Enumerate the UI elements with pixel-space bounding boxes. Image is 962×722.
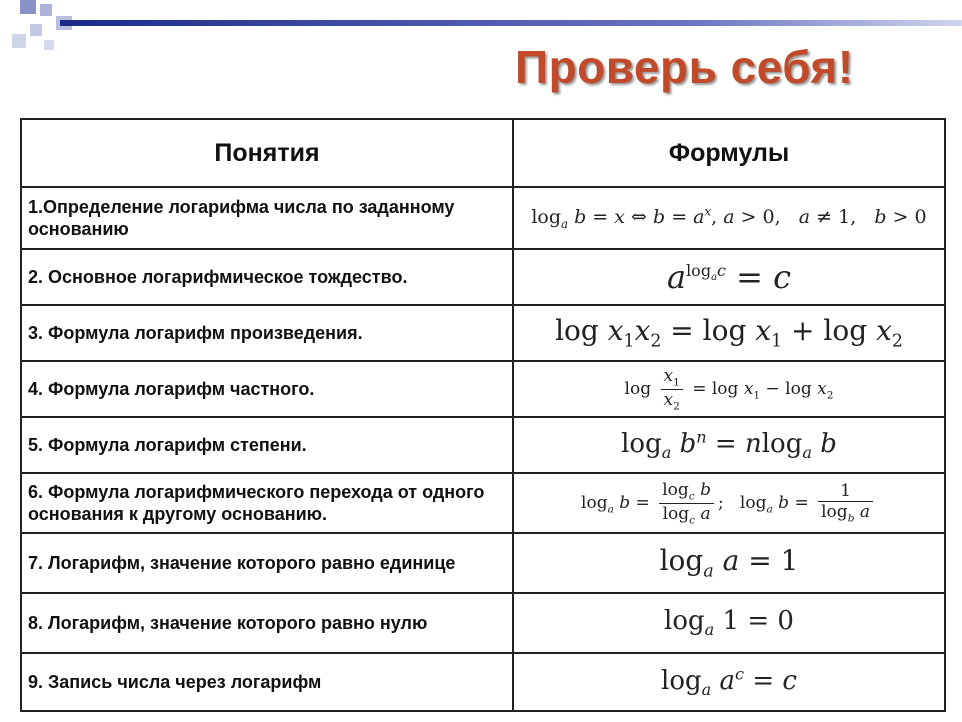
concept-cell: 5. Формула логарифм степени. bbox=[21, 417, 513, 473]
formula-cell: $\log_a b^n = nlog_a$ b bbox=[513, 417, 945, 473]
corner-decoration bbox=[0, 0, 80, 60]
table-row bbox=[21, 593, 945, 653]
formula-table bbox=[20, 118, 946, 712]
concept-cell: 6. Формула логарифмического перехода от одного основания к другому основанию. bbox=[21, 473, 513, 533]
formula-cell: $\log_a b = x$ ⇔ $b = a^x$, a > 0, a ≠ 1, b > 0 bbox=[513, 187, 945, 249]
table-row bbox=[21, 417, 945, 473]
formula-cell: $\log_a a^c = c$ bbox=[513, 653, 945, 711]
table-row bbox=[21, 533, 945, 593]
header-concepts: Понятия bbox=[21, 119, 513, 187]
formula-cell: $a^{log_ac} = c$ bbox=[513, 249, 945, 305]
table-header-row bbox=[21, 119, 945, 187]
table-row bbox=[21, 653, 945, 711]
formula-cell: $\log_a a = 1$ bbox=[513, 533, 945, 593]
formula-cell: $\log_a b$ = $\frac{\log_c b}{\log_c a}$ ; $\log_a b$ = $\frac{1}{\log_b a}$ bbox=[513, 473, 945, 533]
formula-cell: $\log x_1x_2 = \log x_1 + \log x_2$ bbox=[513, 305, 945, 361]
concept-cell: 8. Логарифм, значение которого равно нулю bbox=[21, 593, 513, 653]
concept-cell: 4. Формула логарифм частного. bbox=[21, 361, 513, 417]
concept-cell: 9. Запись числа через логарифм bbox=[21, 653, 513, 711]
concept-cell: 1.Определение логарифма числа по заданному основанию bbox=[21, 187, 513, 249]
page-title: Проверь себя! bbox=[515, 41, 854, 93]
formula-cell: $\log_a 1 = 0$ bbox=[513, 593, 945, 653]
concept-cell: 2. Основное логарифмическое тождество. bbox=[21, 249, 513, 305]
formula-cell: log $\frac{x_1}{x_2}$ = $\log x_1 - \log x_2$ bbox=[513, 361, 945, 417]
concept-cell: 7. Логарифм, значение которого равно единице bbox=[21, 533, 513, 593]
table-row bbox=[21, 249, 945, 305]
table-row bbox=[21, 473, 945, 533]
concept-cell: 3. Формула логарифм произведения. bbox=[21, 305, 513, 361]
table-row bbox=[21, 361, 945, 417]
table-row bbox=[21, 187, 945, 249]
header-formulas: Формулы bbox=[513, 119, 945, 187]
header-bar bbox=[60, 20, 962, 26]
table-row bbox=[21, 305, 945, 361]
